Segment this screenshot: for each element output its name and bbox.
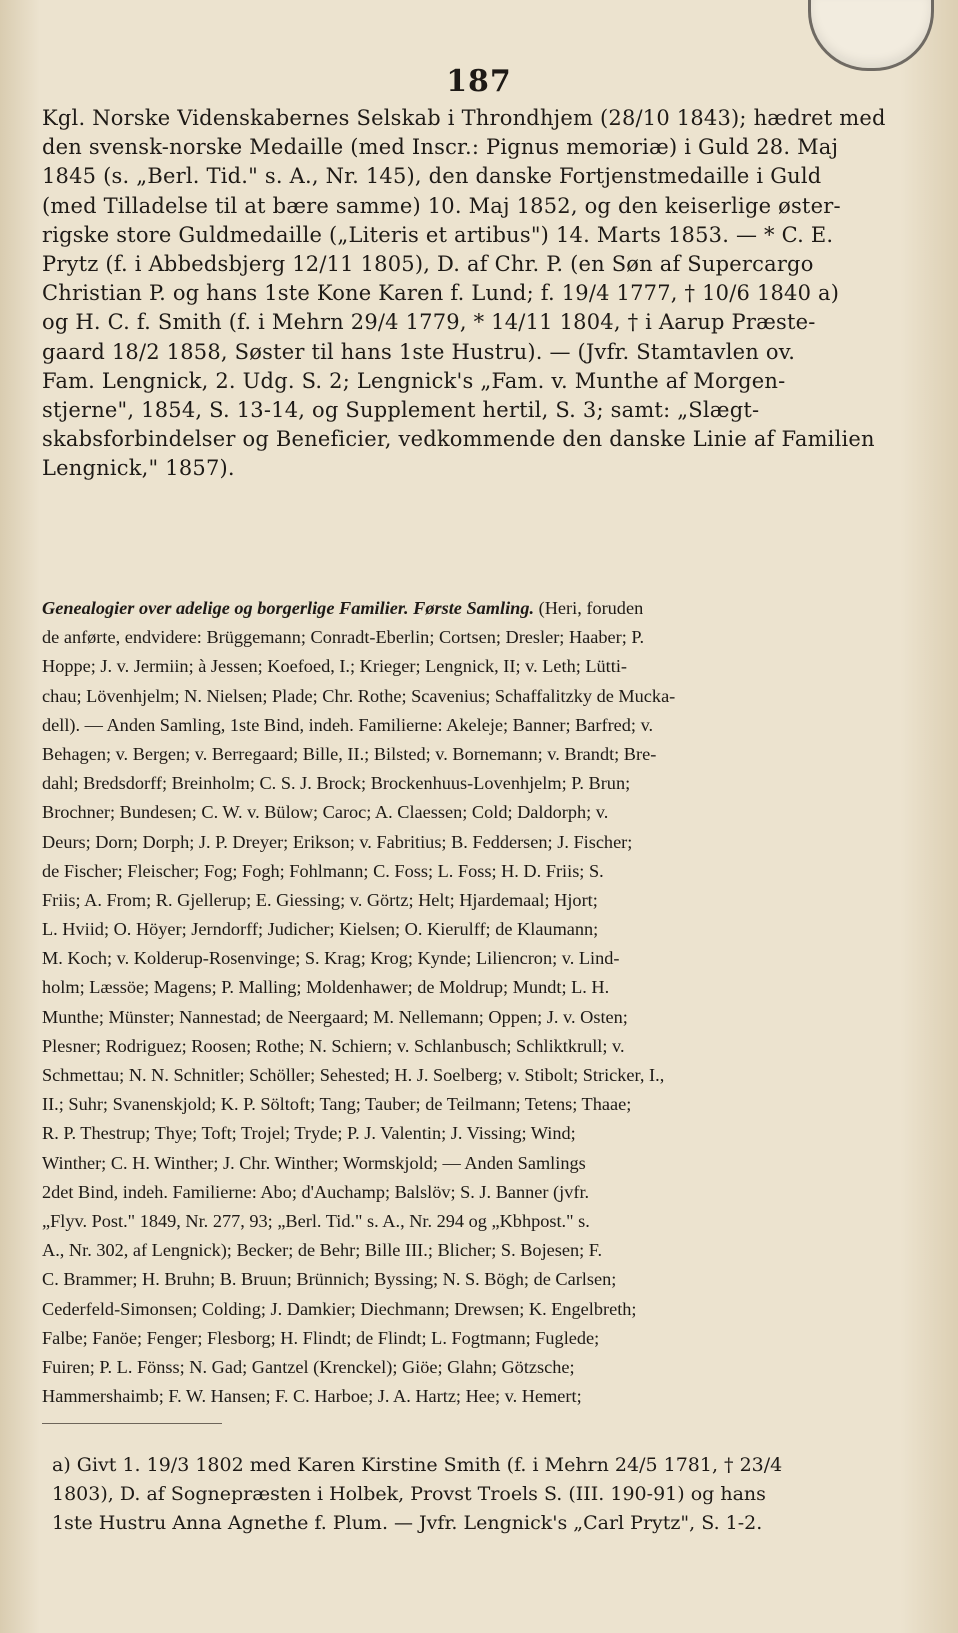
entry-line-1: den svensk-norske Medaille (med Inscr.: Pignus memoriæ) i Guld 28. Maj (42, 135, 839, 160)
genealogy-paragraph (42, 594, 848, 1411)
genealogy-line-18: R. P. Thestrup; Thye; Toft; Trojel; Tryde; P. J. Valentin; J. Vissing; Wind; (42, 1123, 576, 1144)
genealogy-line-24: Cederfeld-Simonsen; Colding; J. Damkier; Diechmann; Drewsen; K. Engelbreth; (42, 1298, 637, 1319)
entry-line-6: Christian P. og hans 1ste Kone Karen f. Lund; f. 19/4 1777, † 10/6 1840 a) (42, 281, 840, 306)
genealogy-line-17: II.; Suhr; Svanenskjold; K. P. Söltoft; Tang; Tauber; de Teilmann; Tetens; Thaae; (42, 1094, 632, 1115)
entry-line-5: Prytz (f. i Abbedsbjerg 12/11 1805), D. af Chr. P. (en Søn af Supercargo (42, 251, 814, 276)
genealogy-line-6: dahl; Bredsdorff; Breinholm; C. S. J. Brock; Brockenhuus-Lovenhjelm; P. Brun; (42, 773, 631, 794)
entry-line-11: skabsforbindelser og Beneficier, vedkommende den danske Linie af Familien (42, 427, 875, 452)
footnote-line-2: 1ste Hustru Anna Agnethe f. Plum. — Jvfr. Lengnick's „Carl Prytz", S. 1-2. (52, 1512, 763, 1535)
genealogy-line-22: A., Nr. 302, af Lengnick); Becker; de Behr; Bille III.; Blicher; S. Bojesen; F. (42, 1240, 603, 1261)
genealogy-line-7: Brochner; Bundesen; C. W. v. Bülow; Caroc; A. Claessen; Cold; Daldorph; v. (42, 802, 609, 823)
genealogy-line-5: Behagen; v. Bergen; v. Berregaard; Bille, II.; Bilsted; v. Bornemann; v. Brandt; Bre- (42, 743, 657, 764)
genealogy-line-23: C. Brammer; H. Bruhn; B. Bruun; Brünnich; Byssing; N. S. Bögh; de Carlsen; (42, 1269, 617, 1290)
page-number: 187 (446, 64, 512, 99)
genealogy-line-4: dell). — Anden Samling, 1ste Bind, indeh. Familierne: Akeleje; Banner; Barfred; v. (42, 714, 654, 735)
footnote-line-1: 1803), D. af Sognepræsten i Holbek, Provst Troels S. (III. 190-91) og hans (52, 1483, 766, 1506)
footnote-line-0: a) Givt 1. 19/3 1802 med Karen Kirstine Smith (f. i Mehrn 24/5 1781, † 23/4 (52, 1454, 783, 1476)
genealogy-line-19: Winther; C. H. Winther; J. Chr. Winther; Wormskjold; — Anden Samlings (42, 1152, 586, 1173)
genealogy-line-15: Plesner; Rodriguez; Roosen; Rothe; N. Schiern; v. Schlanbusch; Schliktkrull; v. (42, 1035, 625, 1056)
entry-line-4: rigske store Guldmedaille („Literis et artibus") 14. Marts 1853. — * C. E. (42, 222, 834, 247)
genealogy-line-13: holm; Læssöe; Magens; P. Malling; Moldenhawer; de Moldrup; Mundt; L. H. (42, 977, 610, 998)
genealogy-line-9: de Fischer; Fleischer; Fog; Fogh; Fohlmann; C. Foss; L. Foss; H. D. Friis; S. (42, 860, 604, 881)
genealogy-line-26: Fuiren; P. L. Fönss; N. Gad; Gantzel (Krenckel); Giöe; Glahn; Götzsche; (42, 1356, 575, 1377)
entry-line-0: Kgl. Norske Videnskabernes Selskab i Throndhjem (28/10 1843); hædret med (42, 106, 886, 130)
genealogy-line-11: L. Hviid; O. Höyer; Jerndorff; Judicher; Kielsen; O. Kierulff; de Klaumann; (42, 919, 599, 940)
footnote (52, 1450, 848, 1538)
genealogy-first-line (42, 594, 848, 623)
genealogy-line-0: (Heri, foruden (538, 598, 644, 618)
genealogy-heading: Genealogier over adelige og borgerlige Familier. Første Samling. (42, 598, 535, 618)
genealogy-line-10: Friis; A. From; R. Gjellerup; E. Giessing; v. Görtz; Helt; Hjardemaal; Hjort; (42, 889, 598, 910)
entry-line-10: stjerne", 1854, S. 13-14, og Supplement hertil, S. 3; samt: „Slægt- (42, 397, 760, 422)
entry-paragraph (42, 104, 886, 483)
entry-line-2: 1845 (s. „Berl. Tid." s. A., Nr. 145), den danske Fortjenstmedaille i Guld (42, 164, 822, 189)
genealogy-line-12: M. Koch; v. Kolderup-Rosenvinge; S. Krag; Krog; Kynde; Liliencron; v. Lind- (42, 948, 620, 969)
genealogy-line-21: „Flyv. Post." 1849, Nr. 277, 93; „Berl. Tid." s. A., Nr. 294 og „Kbhpost." s. (42, 1210, 590, 1231)
genealogy-line-14: Munthe; Münster; Nannestad; de Neergaard; M. Nellemann; Oppen; J. v. Osten; (42, 1006, 628, 1027)
genealogy-line-27: Hammershaimb; F. W. Hansen; F. C. Harboe; J. A. Hartz; Hee; v. Hemert; (42, 1386, 582, 1407)
genealogy-line-1: de anførte, endvidere: Brüggemann; Conradt-Eberlin; Cortsen; Dresler; Haaber; P. (42, 627, 645, 648)
entry-line-3: (med Tilladelse til at bære samme) 10. Maj 1852, og den keiserlige øster- (42, 193, 841, 218)
genealogy-line-16: Schmettau; N. N. Schnitler; Schöller; Sehested; H. J. Soelberg; v. Stibolt; Stricker, I., (42, 1065, 665, 1085)
genealogy-line-3: chau; Lövenhjelm; N. Nielsen; Plade; Chr. Rothe; Scavenius; Schaffalitzky de Mucka- (42, 685, 676, 706)
genealogy-line-25: Falbe; Fanöe; Fenger; Flesborg; H. Flindt; de Flindt; L. Fogtmann; Fuglede; (42, 1327, 600, 1348)
genealogy-line-2: Hoppe; J. v. Jermiin; à Jessen; Koefoed, I.; Krieger; Lengnick, II; v. Leth; Lütti- (42, 656, 628, 677)
entry-line-8: gaard 18/2 1858, Søster til hans 1ste Hustru). — (Jvfr. Stamtavlen ov. (42, 339, 796, 364)
genealogy-line-8: Deurs; Dorn; Dorph; J. P. Dreyer; Erikson; v. Fabritius; B. Feddersen; J. Fischer; (42, 831, 633, 852)
genealogy-line-20: 2det Bind, indeh. Familierne: Abo; d'Auchamp; Balslöv; S. J. Banner (jvfr. (42, 1181, 590, 1202)
entry-line-7: og H. C. f. Smith (f. i Mehrn 29/4 1779, * 14/11 1804, † i Aarup Præste- (42, 310, 816, 335)
entry-line-9: Fam. Lengnick, 2. Udg. S. 2; Lengnick's „Fam. v. Munthe af Morgen- (42, 368, 786, 393)
footnote-rule (42, 1423, 222, 1424)
entry-line-12: Lengnick," 1857). (42, 456, 235, 481)
